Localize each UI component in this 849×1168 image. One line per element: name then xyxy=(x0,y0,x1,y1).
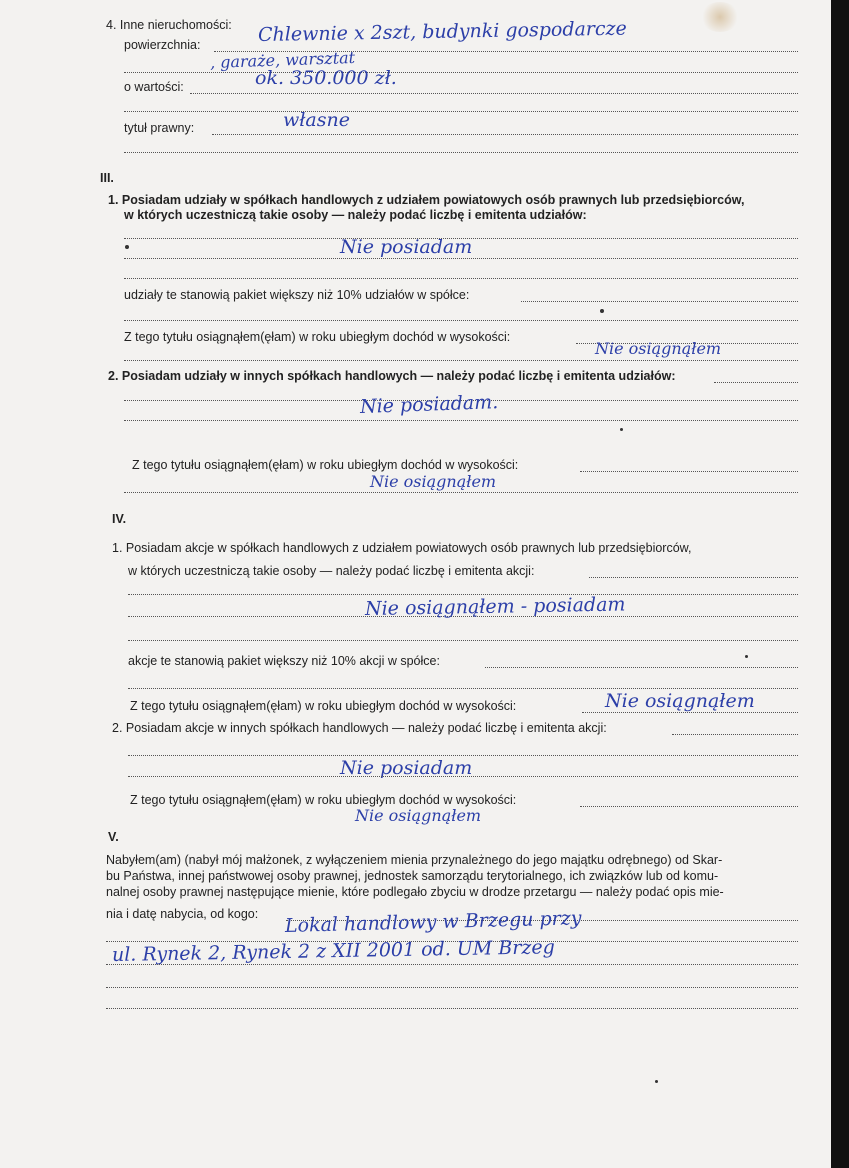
section-iv-item1-pakiet: akcje te stanowią pakiet większy niż 10% akcji w spółce: xyxy=(128,654,440,668)
section-v-handwriting-2: ul. Rynek 2, Rynek 2 z XII 2001 od. UM Brzeg xyxy=(111,936,555,966)
section-iv-item1-dochod-handwriting: Nie osiągnąłem xyxy=(605,690,755,712)
section-iii-item1-line-c xyxy=(124,278,798,279)
section-iv-item1-line-d xyxy=(128,640,798,641)
section-iv-item1-dochod-line xyxy=(582,712,798,713)
section-iv-item1-line1: 1. Posiadam akcje w spółkach handlowych z udziałem powiatowych osób prawnych lub przedsiębiorców, xyxy=(112,541,692,555)
powierzchnia-label: powierzchnia: xyxy=(124,38,201,52)
section-iv-item1-line-a xyxy=(589,577,798,578)
section-iii-item2-line-c xyxy=(124,420,798,421)
section-iv-item1-dochod: Z tego tytułu osiągnąłem(ęłam) w roku ubiegłym dochód w wysokości: xyxy=(130,699,517,713)
section-iv-item2-line-c xyxy=(128,776,798,777)
item4-label: 4. Inne nieruchomości: xyxy=(106,18,232,32)
section-iv-item1-handwriting: Nie osiągnąłem - posiadam xyxy=(364,593,626,620)
section-iii-item2-dochod-handwriting: Nie osiągnąłem xyxy=(370,472,497,491)
section-v-line2: bu Państwa, innej państwowej osoby prawnej, jednostek samorządu terytorialnego, ich związków lub od komu- xyxy=(106,869,719,883)
scan-border xyxy=(831,0,849,1168)
paper-speck xyxy=(655,1080,658,1083)
paper-stain xyxy=(700,2,740,32)
paper-speck xyxy=(600,309,604,313)
section-iv-item2-dochod-line xyxy=(580,806,798,807)
tytul-prawny-label: tytuł prawny: xyxy=(124,121,195,135)
section-iii-item1-dochod-handwriting: Nie osiągnąłem xyxy=(595,339,722,358)
section-iv-item2-line-a xyxy=(672,734,798,735)
section-iii-heading: III. xyxy=(100,171,114,185)
section-v-line-c xyxy=(106,964,798,965)
paper-speck xyxy=(745,655,748,658)
section-iii-item2-line-a xyxy=(714,382,798,383)
section-iii-item1-line-e xyxy=(124,360,798,361)
section-iv-item2-handwriting: Nie posiadam xyxy=(340,757,473,779)
powierzchnia-handwriting-1: Chlewnie x 2szt, budynki gospodarcze xyxy=(257,17,627,46)
section-iv-item2-dochod: Z tego tytułu osiągnąłem(ęłam) w roku ubiegłym dochód w wysokości: xyxy=(130,793,517,807)
section-iii-item2-dochod-line xyxy=(580,471,798,472)
section-v-line3: nalnej osoby prawnej następujące mienie, które podlegało zbyciu w drodze przetargu — należy podać opis mie- xyxy=(106,885,724,899)
section-iv-item1-line-b xyxy=(128,594,798,595)
o-wartosci-line-2 xyxy=(124,111,798,112)
section-v-line1: Nabyłem(am) (nabył mój małżonek, z wyłączeniem mienia przynależnego do jego majątku odrębnego) od Skar- xyxy=(106,853,723,867)
powierzchnia-line-2 xyxy=(124,72,798,73)
section-iii-item2-dochod: Z tego tytułu osiągnąłem(ęłam) w roku ubiegłym dochód w wysokości: xyxy=(132,458,519,472)
tytul-prawny-line-2 xyxy=(124,152,798,153)
section-v-line-e xyxy=(106,1008,798,1009)
paper-speck xyxy=(620,428,623,431)
section-iv-heading: IV. xyxy=(112,512,127,526)
section-iii-item2-line1: 2. Posiadam udziały w innych spółkach handlowych — należy podać liczbę i emitenta udziałów: xyxy=(108,369,676,383)
section-iv-item1-line-e xyxy=(128,688,798,689)
section-v-line-d xyxy=(106,987,798,988)
tytul-prawny-handwriting: własne xyxy=(283,109,350,131)
section-iii-item1-dochod: Z tego tytułu osiągnąłem(ęłam) w roku ubiegłym dochód w wysokości: xyxy=(124,330,511,344)
section-iv-item2-dochod-handwriting: Nie osiągnąłem xyxy=(355,806,482,825)
o-wartosci-label: o wartości: xyxy=(124,80,184,94)
section-iii-item1-line1: 1. Posiadam udziały w spółkach handlowych z udziałem powiatowych osób prawnych lub przedsiębiorców, xyxy=(108,193,745,207)
section-iii-item1-line-d xyxy=(124,320,798,321)
powierzchnia-handwriting-2: , garaże, warsztat xyxy=(209,47,356,72)
section-iii-item1-handwriting: Nie posiadam xyxy=(340,236,473,258)
section-iii-item1-pakiet-line xyxy=(521,301,798,302)
section-iii-item1-line2: w których uczestniczą takie osoby — należy podać liczbę i emitenta udziałów: xyxy=(124,208,587,222)
paper-speck xyxy=(125,245,129,249)
o-wartosci-handwriting: ok. 350.000 zł. xyxy=(255,67,397,89)
o-wartosci-line xyxy=(190,93,798,94)
section-v-line4: nia i datę nabycia, od kogo: xyxy=(106,907,259,921)
section-iii-item2-handwriting: Nie posiadam. xyxy=(359,391,499,418)
tytul-prawny-line xyxy=(212,134,798,135)
section-v-heading: V. xyxy=(108,830,119,844)
section-iii-item1-line-b xyxy=(124,258,798,259)
section-iv-item1-line2: w których uczestniczą takie osoby — należy podać liczbę i emitenta akcji: xyxy=(128,564,535,578)
section-iv-item2-line-b xyxy=(128,755,798,756)
section-v-handwriting-1: Lokal handlowy w Brzegu przy xyxy=(284,907,582,937)
section-iv-item2-line1: 2. Posiadam akcje w innych spółkach handlowych — należy podać liczbę i emitenta akcji: xyxy=(112,721,607,735)
section-iii-item1-pakiet: udziały te stanowią pakiet większy niż 10% udziałów w spółce: xyxy=(124,288,470,302)
section-iii-item2-line-d xyxy=(124,492,798,493)
section-iv-item1-pakiet-line xyxy=(485,667,798,668)
